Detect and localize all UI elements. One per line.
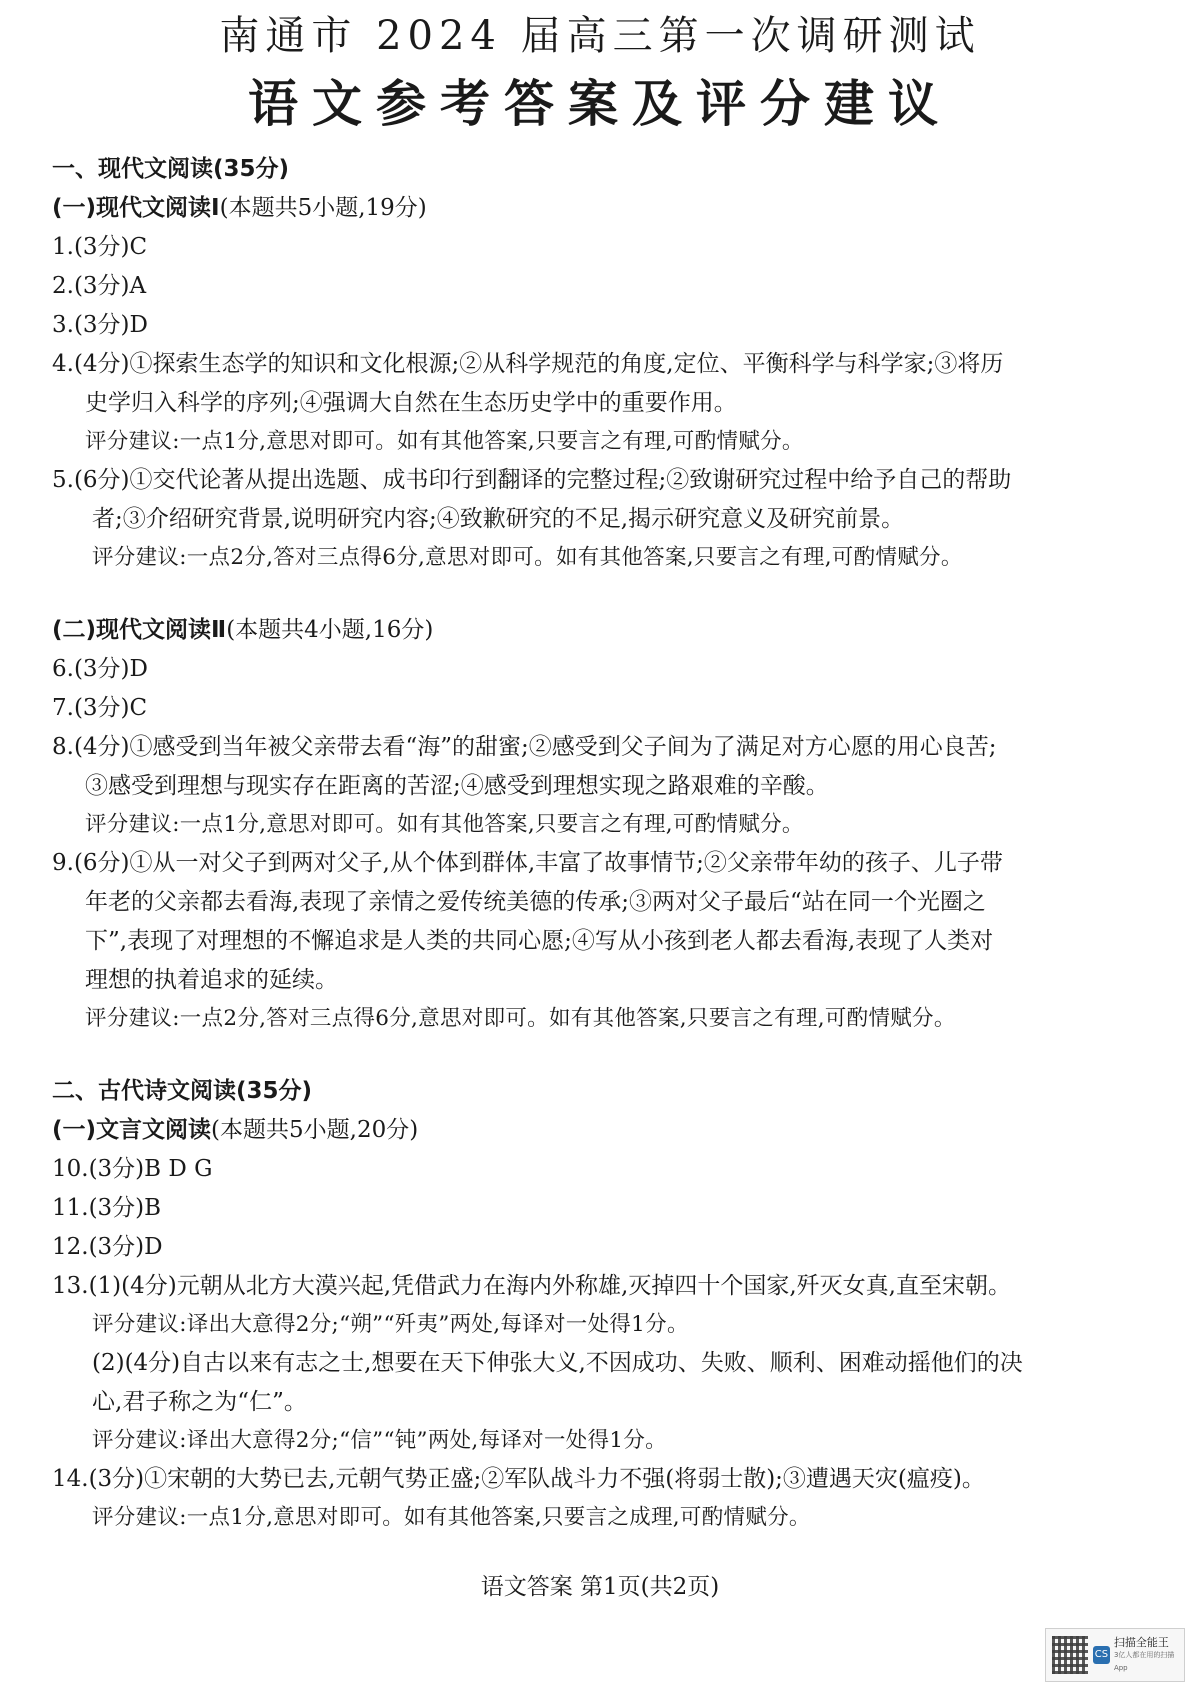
exam-title: 南通市 2024 届高三第一次调研测试 (219, 13, 981, 59)
answer-line: 9.(6分)①从一对父子到两对父子,从个体到群体,丰富了故事情节;②父亲带年幼的孩子、儿子带 (52, 850, 1003, 876)
scoring-note: 评分建议:一点1分,意思对即可。如有其他答案,只要言之有理,可酌情赋分。 (85, 812, 804, 837)
spacer (52, 577, 1167, 611)
page-footer: 语文答案 第1页(共2页) (480, 1574, 720, 1600)
answer-line: 14.(3分)①宋朝的大势已去,元朝气势正盛;②军队战斗力不强(将弱士散);③遭遇天灾(瘟疫)。 (52, 1466, 985, 1492)
scoring-note: 评分建议:一点2分,答对三点得6分,意思对即可。如有其他答案,只要言之有理,可酌情赋分。 (85, 1006, 956, 1031)
answer-content (52, 150, 1167, 1537)
scoring-note: 评分建议:一点1分,意思对即可。如有其他答案,只要言之成理,可酌情赋分。 (92, 1505, 811, 1530)
answer-continuation: 史学归入科学的序列;④强调大自然在生态历史学中的重要作用。 (85, 390, 737, 416)
answer-line: 5.(6分)①交代论著从提出选题、成书印行到翻译的完整过程;②致谢研究过程中给予自己的帮助 (52, 467, 1012, 493)
subsection-info: (本题共4小题,16分) (226, 617, 434, 643)
subsection-title: (一)现代文阅读Ⅰ (52, 195, 220, 221)
answer-continuation: ③感受到理想与现实存在距离的苦涩;④感受到理想实现之路艰难的辛酸。 (85, 773, 829, 799)
answer-continuation: 心,君子称之为“仁”。 (92, 1389, 307, 1415)
section-heading: 二、古代诗文阅读(35分) (52, 1078, 313, 1104)
answer-line: 2.(3分)A (52, 273, 147, 299)
watermark-text (1114, 1636, 1184, 1675)
subsection-info: (本题共5小题,19分) (219, 195, 427, 221)
scoring-note: 评分建议:译出大意得2分;“朔”“歼夷”两处,每译对一处得1分。 (92, 1312, 689, 1337)
answer-continuation: 理想的执着追求的延续。 (85, 967, 338, 993)
answer-line: 7.(3分)C (52, 695, 148, 721)
scoring-note: 评分建议:译出大意得2分;“信”“钝”两处,每译对一处得1分。 (92, 1428, 667, 1453)
spacer (52, 1038, 1167, 1072)
answer-line: 8.(4分)①感受到当年被父亲带去看“海”的甜蜜;②感受到父子间为了满足对方心愿的用心良苦; (52, 734, 997, 760)
watermark-slogan: 3亿人都在用的扫描App (1113, 1650, 1175, 1672)
subsection-info: (本题共5小题,20分) (211, 1117, 419, 1143)
camscanner-logo-icon: CS (1093, 1646, 1110, 1664)
scanner-watermark (1045, 1628, 1185, 1682)
subsection-heading (52, 1111, 1167, 1150)
answer-line: 4.(4分)①探索生态学的知识和文化根源;②从科学规范的角度,定位、平衡科学与科学家;③将历 (52, 351, 1004, 377)
answer-line: 13.(1)(4分)元朝从北方大漠兴起,凭借武力在海内外称雄,灭掉四十个国家,歼灭女真,直至宋朝。 (52, 1273, 1011, 1299)
answer-continuation: 者;③介绍研究背景,说明研究内容;④致歉研究的不足,揭示研究意义及研究前景。 (92, 506, 905, 532)
answer-line: 1.(3分)C (52, 234, 148, 260)
answer-continuation: (2)(4分)自古以来有志之士,想要在天下伸张大义,不因成功、失败、顺利、困难动摇他们的决 (92, 1350, 1023, 1376)
answer-continuation: 年老的父亲都去看海,表现了亲情之爱传统美德的传承;③两对父子最后“站在同一个光圈之 (85, 889, 986, 915)
subsection-title: (一)文言文阅读 (52, 1117, 212, 1143)
answer-line: 3.(3分)D (52, 312, 148, 338)
section-heading: 一、现代文阅读(35分) (52, 156, 290, 182)
watermark-app-name: 扫描全能王 (1113, 1635, 1169, 1649)
qr-code-icon (1052, 1636, 1088, 1674)
scoring-note: 评分建议:一点1分,意思对即可。如有其他答案,只要言之有理,可酌情赋分。 (85, 429, 804, 454)
answer-line: 6.(3分)D (52, 656, 148, 682)
subsection-heading (52, 611, 1167, 650)
subsection-heading (52, 189, 1167, 228)
answer-line: 12.(3分)D (52, 1234, 163, 1260)
answer-line: 10.(3分)B D G (52, 1156, 213, 1182)
scoring-note: 评分建议:一点2分,答对三点得6分,意思对即可。如有其他答案,只要言之有理,可酌情赋分。 (92, 545, 963, 570)
answer-line: 11.(3分)B (52, 1195, 162, 1221)
subsection-title: (二)现代文阅读Ⅱ (52, 617, 227, 643)
document-title: 语文参考答案及评分建议 (248, 75, 952, 133)
answer-continuation: 下”,表现了对理想的不懈追求是人类的共同心愿;④写从小孩到老人都去看海,表现了人类对 (85, 928, 994, 954)
